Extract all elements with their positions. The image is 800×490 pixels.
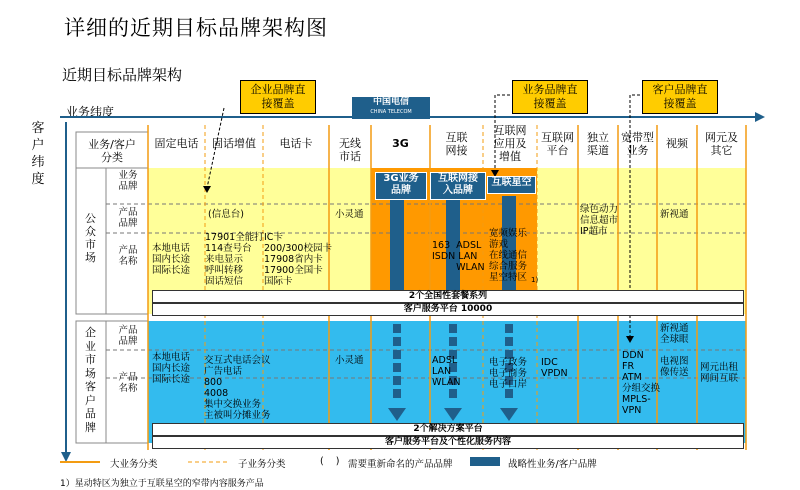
bar-national-package: 2个全国性套餐系列 <box>152 290 744 303</box>
y-axis-arrow <box>61 452 71 462</box>
column-header-other: 网元及 其它 <box>705 131 738 157</box>
enterprise-app-products: 电子政务 电子商务 电子口岸 <box>489 357 528 390</box>
public-channel-products: 绿色动力 信息超市 IP超市 <box>580 204 619 237</box>
x-axis-label: 业务纬度 <box>66 105 115 119</box>
callout-enterprise-brand: 企业品牌直 接覆盖 <box>240 80 316 114</box>
column-header-value-added: 固话增值 <box>212 137 256 150</box>
callout-customer-brand: 客户品牌直 接覆盖 <box>642 80 718 114</box>
corner-header: 业务/客户 分类 <box>88 138 136 164</box>
footnote: 1）星动特区为独立于互联星空的窄带内容服务产品 <box>60 479 264 489</box>
legend-strategic-swatch <box>470 457 500 466</box>
callout-business-brand: 业务品牌直 接覆盖 <box>512 80 588 114</box>
legend-major-label: 大业务分类 <box>110 459 158 470</box>
bar-solution-platform: 2个解决方案平台 <box>152 423 744 436</box>
public-access-products: 163 ADSL ISDN LAN WLAN <box>432 240 485 273</box>
row-group-public: 公众市场 <box>85 212 96 264</box>
column-header-phone-card: 电话卡 <box>279 137 313 150</box>
bar-service-personal: 客户服务平台及个性化服务内容 <box>152 436 744 449</box>
legend-strategic-label: 战略性业务/客户品牌 <box>508 459 597 470</box>
enterprise-other-products: 网元出租 网间互联 <box>700 362 739 384</box>
brand-box-3g: 3G业务 品牌 <box>375 172 427 200</box>
diagram-subtitle: 近期目标品牌架构 <box>62 66 183 84</box>
y-axis-label: 客 户 纬 度 <box>31 121 45 187</box>
column-header-internet-platform: 互联网 平台 <box>541 131 574 157</box>
enterprise-platform-products: IDC VPDN <box>541 357 568 379</box>
legend-rename-label: 需要重新命名的产品品牌 <box>348 459 453 470</box>
enterprise-access-products: ADSL LAN WLAN <box>432 355 461 388</box>
brand-box-internet-star: 互联星空 <box>487 176 536 194</box>
column-header-broadband: 宽带型 业务 <box>621 131 654 157</box>
enterprise-phs: 小灵通 <box>335 355 364 366</box>
public-value-added-products: 17901全能打 114查号台 来电显示 呼叫转移 固话短信 <box>205 232 264 287</box>
row-label-product-brand: 产品 品牌 <box>118 207 138 229</box>
row-label-business-brand: 业务 品牌 <box>118 170 138 192</box>
legend-rename-symbol: ( ) <box>320 456 340 467</box>
row-label-product-name: 产品 名称 <box>118 245 138 267</box>
public-app-products: 宽频娱乐 游戏 在线通信 综合服务 星空特区 <box>489 228 528 283</box>
public-fixed-phone-products: 本地电话 国内长途 国际长途 <box>152 243 191 276</box>
column-header-internet-apps: 互联网 应用及 增值 <box>493 124 527 163</box>
row-group-enterprise: 企业市场客户品牌 <box>85 326 96 434</box>
row-label-product-name-ent: 产品 名称 <box>118 372 138 394</box>
column-header-video: 视频 <box>666 137 688 150</box>
china-telecom-logo: 中国电信 CHINA TELECOM <box>352 97 430 119</box>
x-axis-arrow <box>755 112 765 122</box>
column-header-channel: 独立 渠道 <box>587 131 609 157</box>
public-video-products: 新视通 <box>660 209 689 220</box>
enterprise-video-products: 新视通 全球眼 电视图 像传送 <box>660 323 689 378</box>
legend-sub-label: 子业务分类 <box>238 459 286 470</box>
enterprise-value-added-products: 交互式电话会议 广告电话 800 4008 集中交换业务 主被叫分摊业务 <box>204 355 271 421</box>
public-phone-card-products: IC卡 200/300校园卡 17908省内卡 17900全国卡 国际卡 <box>264 232 332 287</box>
column-header-fixed-phone: 固定电话 <box>154 137 199 150</box>
column-header-internet-access: 互联 网接 <box>445 131 468 157</box>
public-info-desk: (信息台) <box>208 209 244 220</box>
brand-box-internet-access: 互联网接 入品牌 <box>430 172 486 200</box>
row-label-product-brand-ent: 产品 品牌 <box>118 325 138 347</box>
page-title: 详细的近期目标品牌架构图 <box>64 16 328 40</box>
public-phs: 小灵通 <box>335 209 364 220</box>
footnote-marker: 1) <box>531 276 539 284</box>
column-header-phs: 无线 市话 <box>339 137 361 163</box>
bar-service-platform: 客户服务平台 10000 <box>152 303 744 316</box>
enterprise-broadband-products: DDN FR ATM 分组交换 MPLS- VPN <box>622 350 661 416</box>
enterprise-fixed-phone-products: 本地电话 国内长途 国际长途 <box>152 352 191 385</box>
column-header-3g: 3G <box>392 137 409 150</box>
